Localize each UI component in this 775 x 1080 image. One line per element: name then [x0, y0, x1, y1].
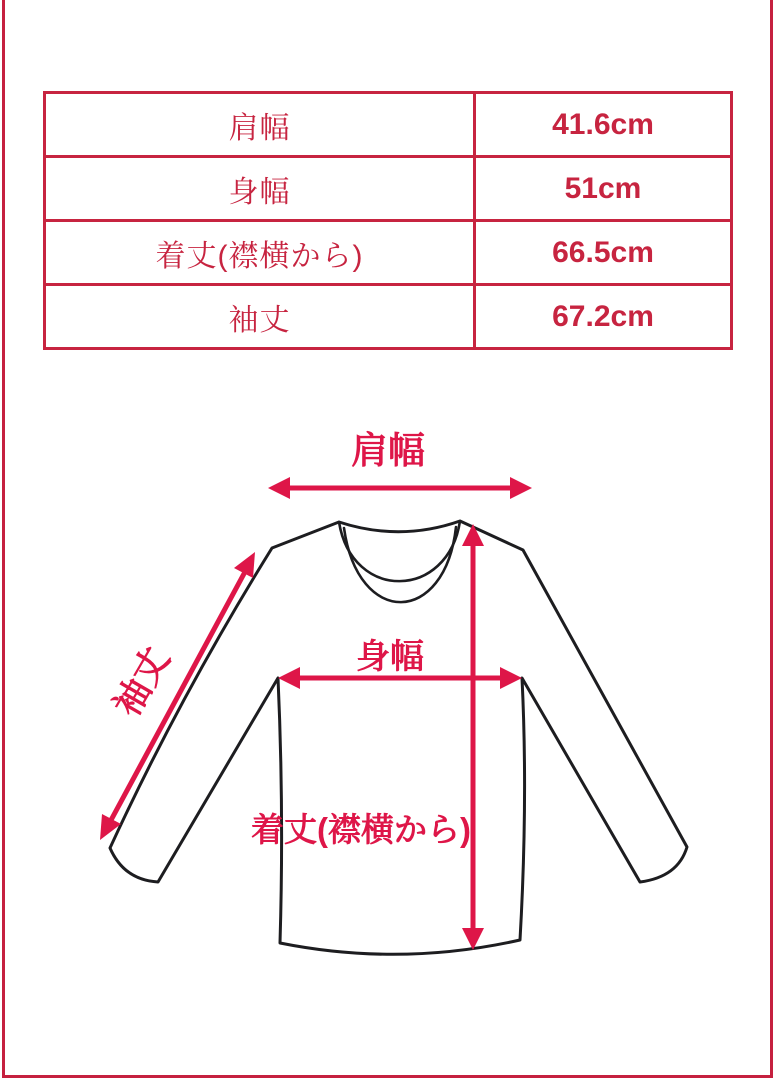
- measurement-label-cell: 着丈(襟横から): [45, 221, 475, 285]
- measurement-value-cell: 67.2cm: [475, 285, 732, 349]
- arrowhead-right: [510, 477, 532, 499]
- measurement-value-cell: 51cm: [475, 157, 732, 221]
- sleeve-length-label: 袖丈: [105, 640, 178, 724]
- shirt-measurement-diagram: [0, 400, 775, 1000]
- measurement-label-cell: 身幅: [45, 157, 475, 221]
- size-table: [43, 91, 733, 350]
- measurement-value-cell: 66.5cm: [475, 221, 732, 285]
- garment-length-label: 着丈(襟横から): [251, 811, 471, 848]
- shoulder-width-label: 肩幅: [351, 430, 425, 471]
- measurement-label-cell: 袖丈: [45, 285, 475, 349]
- table-row: [45, 157, 732, 221]
- measurement-label-cell: 肩幅: [45, 93, 475, 157]
- shirt-outline: [110, 521, 687, 954]
- arrowhead-left: [268, 477, 290, 499]
- table-row: [45, 93, 732, 157]
- body-width-label: 身幅: [356, 638, 424, 676]
- table-row: [45, 221, 732, 285]
- size-table-body: [45, 93, 732, 349]
- table-row: [45, 285, 732, 349]
- measurement-value-cell: 41.6cm: [475, 93, 732, 157]
- shoulder-width-arrow: [268, 477, 532, 499]
